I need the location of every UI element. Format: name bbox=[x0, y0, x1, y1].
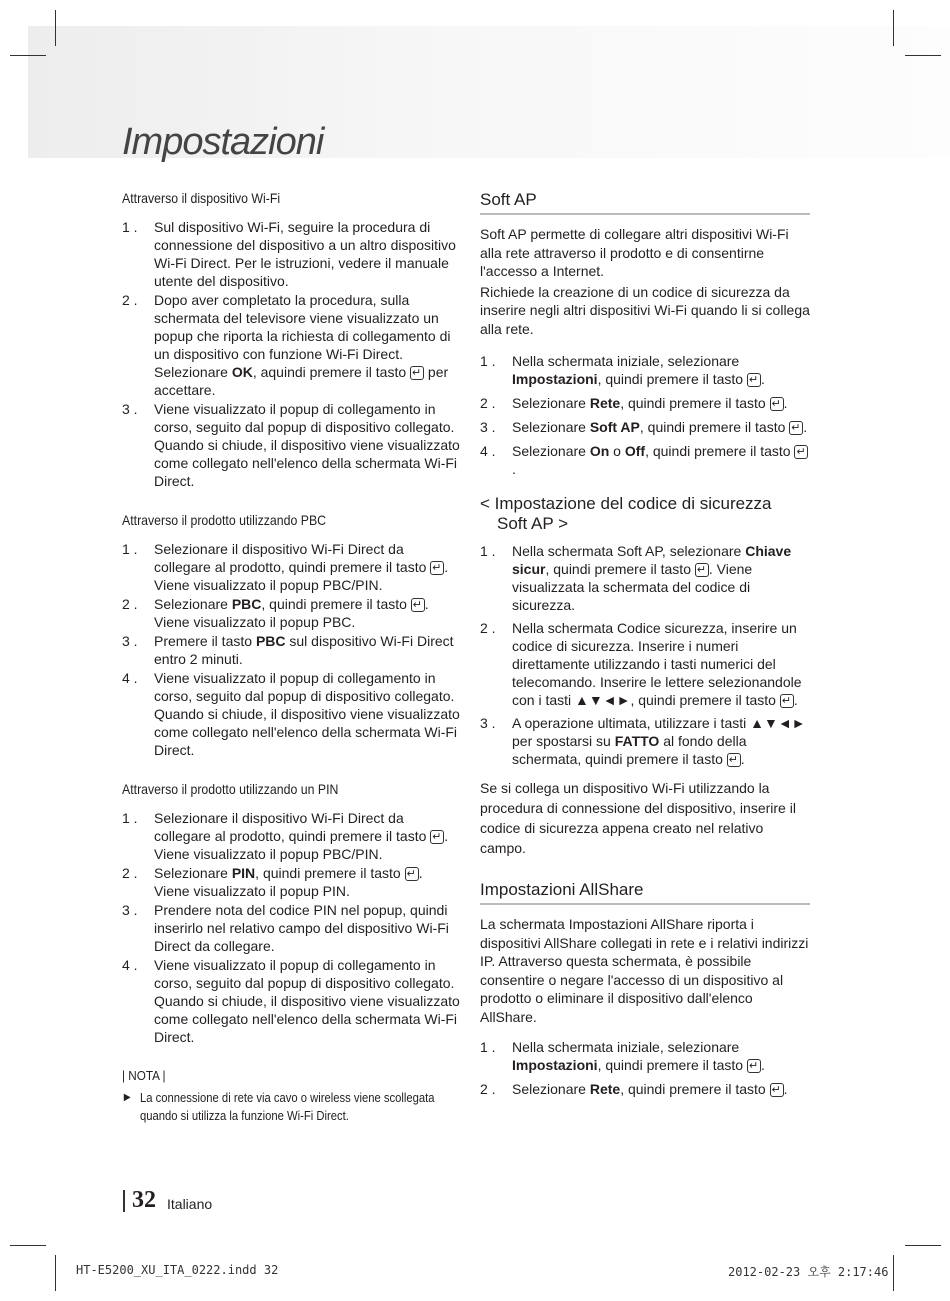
step-item: 1 . Selezionare il dispositivo Wi-Fi Direct da collegare al prodotto, quindi premere il tasto ↵. Viene visualizzato il popup PBC/PIN. bbox=[122, 809, 460, 863]
steps-softap bbox=[480, 352, 810, 478]
section-heading-softap: Soft AP bbox=[480, 190, 810, 215]
steps-pbc bbox=[122, 540, 460, 759]
slug-date: 2012-02-23 오후 2:17:46 bbox=[728, 1265, 889, 1279]
right-column bbox=[480, 190, 810, 1120]
page-language: Italiano bbox=[167, 1196, 213, 1212]
step-item: 1 . Nella schermata iniziale, selezionare Impostazioni, quindi premere il tasto ↵. bbox=[480, 1038, 810, 1074]
paragraph: Richiede la creazione di un codice di sicurezza da inserire negli altri dispositivi Wi-Fi quando li si collega alla rete. bbox=[480, 283, 810, 337]
crop-mark bbox=[55, 1255, 56, 1291]
crop-mark bbox=[10, 55, 46, 56]
enter-key-icon bbox=[789, 421, 803, 435]
enter-key-icon bbox=[780, 694, 794, 708]
enter-key-icon bbox=[405, 867, 419, 881]
enter-key-icon bbox=[747, 1059, 761, 1073]
paragraph: La schermata Impostazioni AllShare riporta i dispositivi AllShare collegati in rete e i relativi indirizzi IP. Attraverso questa schermata, è possibile consentire o negare l'accesso di un dispositivo al prodotto o eliminare il dispositivo dall'elenco AllShare. bbox=[480, 916, 809, 1025]
step-item: 3 . A operazione ultimata, utilizzare i tasti ▲▼◄► per spostarsi su FATTO al fondo della schermata, quindi premere il tasto ↵. bbox=[480, 714, 810, 768]
crop-mark bbox=[893, 1255, 894, 1291]
page-title: Impostazioni bbox=[122, 121, 324, 163]
subheading-wifi-device: Attraverso il dispositivo Wi-Fi bbox=[122, 190, 281, 206]
section-heading-allshare: Impostazioni AllShare bbox=[480, 880, 810, 905]
page-number: 32 bbox=[132, 1187, 156, 1213]
enter-key-icon bbox=[695, 563, 709, 577]
note-item: ▶ La connessione di rete via cavo o wireless viene scollegata quando si utilizza la funzione Wi-Fi Direct. bbox=[123, 1091, 435, 1123]
crop-mark bbox=[55, 10, 56, 46]
step-item: 2 . Selezionare Rete, quindi premere il tasto ↵. bbox=[480, 1080, 810, 1098]
steps-pin bbox=[122, 809, 460, 1046]
enter-key-icon bbox=[727, 753, 741, 767]
step-item: 2 . Dopo aver completato la procedura, sulla schermata del televisore viene visualizzato un popup che riporta la richiesta di collegamento di un dispositivo con funzione Wi-Fi Direct. Selezionare OK, aquindi premere il tasto ↵ per accettare. bbox=[122, 291, 460, 399]
left-column bbox=[122, 190, 460, 1125]
step-item: 2 . Selezionare PBC, quindi premere il tasto ↵. Viene visualizzato il popup PBC. bbox=[122, 595, 460, 631]
enter-key-icon bbox=[430, 830, 444, 844]
note-label: | NOTA | bbox=[122, 1068, 166, 1083]
enter-key-icon bbox=[770, 397, 784, 411]
step-item: 1 . Sul dispositivo Wi-Fi, seguire la procedura di connessione del dispositivo a un altro dispositivo Wi-Fi Direct. Per le istruzioni, vedere il manuale utente del dispositivo. bbox=[122, 219, 456, 289]
paragraph: Soft AP permette di collegare altri dispositivi Wi-Fi alla rete attraverso il prodotto e di consentirne l'accesso a Internet. bbox=[480, 226, 789, 279]
enter-key-icon bbox=[770, 1083, 784, 1097]
slug-file: HT-E5200_XU_ITA_0222.indd 32 bbox=[76, 1263, 279, 1277]
enter-key-icon bbox=[411, 598, 425, 612]
enter-key-icon bbox=[430, 561, 444, 575]
paragraph: Se si collega un dispositivo Wi-Fi utilizzando la procedura di connessione del dispositivo, inserire il codice di sicurezza appena creato nel relativo campo. bbox=[480, 780, 796, 856]
step-item: 2 . Nella schermata Codice sicurezza, inserire un codice di sicurezza. Inserire i numeri direttamente utilizzando i tasti numerici del telecomando. Inserire le lettere selezionandole con i tasti ▲▼◄►, quindi premere il tasto ↵. bbox=[480, 619, 810, 709]
subheading-pbc: Attraverso il prodotto utilizzando PBC bbox=[122, 512, 327, 528]
enter-key-icon bbox=[794, 445, 808, 459]
enter-key-icon bbox=[410, 366, 424, 380]
step-item: 3 . Premere il tasto PBC sul dispositivo Wi-Fi Direct entro 2 minuti. bbox=[122, 633, 454, 667]
steps-wifi-device bbox=[122, 218, 460, 490]
step-item: 3 . Viene visualizzato il popup di collegamento in corso, seguito dal popup di dispositivo collegato. Quando si chiude, il dispositivo viene visualizzato come collegato nell'elenco della schermata Wi-Fi Direct. bbox=[122, 401, 460, 489]
footer-divider bbox=[123, 1190, 125, 1212]
step-item: 1 . Nella schermata iniziale, selezionare Impostazioni, quindi premere il tasto ↵. bbox=[480, 352, 810, 388]
step-item: 4 . Viene visualizzato il popup di collegamento in corso, seguito dal popup di dispositivo collegato. Quando si chiude, il dispositivo viene visualizzato come collegato nell'elenco della schermata Wi-Fi Direct. bbox=[122, 957, 460, 1045]
crop-mark bbox=[893, 10, 894, 46]
section-heading-security: < Impostazione del codice di sicurezza Soft AP > bbox=[480, 494, 772, 533]
crop-mark bbox=[905, 1245, 941, 1246]
step-item: 4 . Viene visualizzato il popup di collegamento in corso, seguito dal popup di dispositivo collegato. Quando si chiude, il dispositivo viene visualizzato come collegato nell'elenco della schermata Wi-Fi Direct. bbox=[122, 670, 460, 758]
step-item: 3 . Selezionare Soft AP, quindi premere il tasto ↵. bbox=[480, 418, 810, 436]
step-item: 3 . Prendere nota del codice PIN nel popup, quindi inserirlo nel relativo campo del dispositivo Wi-Fi Direct da collegare. bbox=[122, 902, 449, 954]
step-item: 1 . Selezionare il dispositivo Wi-Fi Direct da collegare al prodotto, quindi premere il tasto ↵. Viene visualizzato il popup PBC/PIN. bbox=[122, 540, 460, 594]
subheading-pin: Attraverso il prodotto utilizzando un PIN bbox=[122, 781, 339, 797]
triangle-bullet-icon: ▶ bbox=[123, 1092, 131, 1103]
steps-allshare bbox=[480, 1038, 810, 1098]
step-item: 2 . Selezionare PIN, quindi premere il tasto ↵. Viene visualizzato il popup PIN. bbox=[122, 864, 460, 900]
crop-mark bbox=[905, 55, 941, 56]
enter-key-icon bbox=[747, 373, 761, 387]
steps-security bbox=[480, 542, 810, 768]
step-item: 2 . Selezionare Rete, quindi premere il tasto ↵. bbox=[480, 394, 810, 412]
step-item: 4 . Selezionare On o Off, quindi premere il tasto ↵. bbox=[480, 442, 810, 478]
crop-mark bbox=[10, 1245, 46, 1246]
step-item: 1 . Nella schermata Soft AP, selezionare Chiave sicur, quindi premere il tasto ↵. Viene visualizzata la schermata del codice di sicurezza. bbox=[480, 542, 810, 614]
